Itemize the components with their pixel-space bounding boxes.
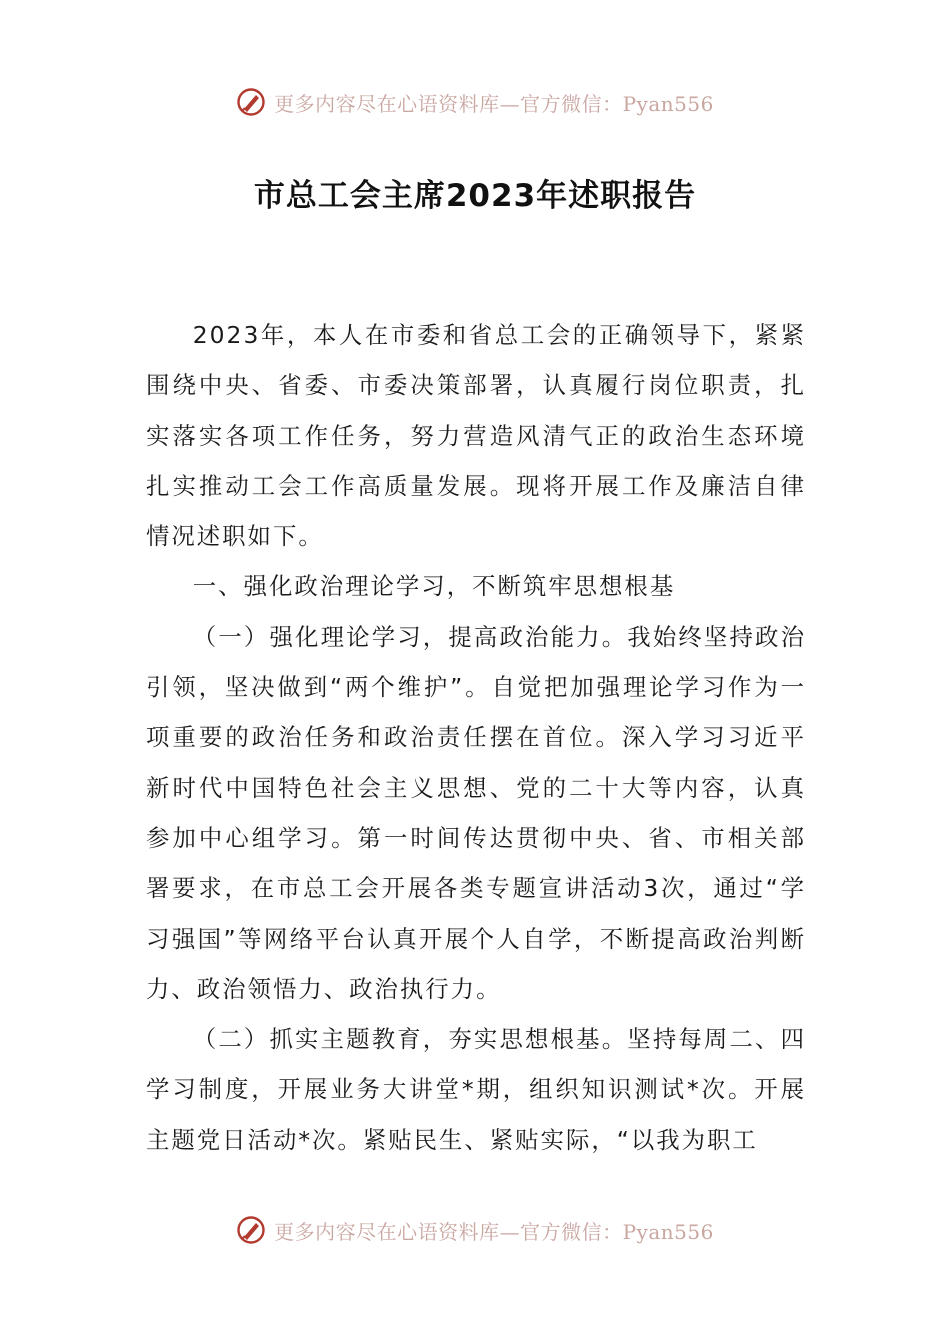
footer-watermark-text: 更多内容尽在心语资料库—官方微信：Pyan556 xyxy=(274,1219,714,1244)
section-heading: 一、强化政治理论学习，不断筑牢思想根基 xyxy=(192,572,676,601)
intro-paragraph: 2023年，本人在市委和省总工会的正确领导下，紧紧围绕中央、省委、市委决策部署，认真履行岗位职责，扎实落实各项工作任务，努力营造风清气正的政治生态环境扎实推动工会工作高质量发展。现将开展工作及廉洁自律情况述职如下。 xyxy=(146,321,806,551)
footer-watermark xyxy=(0,1210,950,1250)
subsection-paragraph: （二）抓实主题教育，夯实思想根基。坚持每周二、四学习制度，开展业务大讲堂*期，组织知识测试*次。开展主题党日活动*次。紧贴民生、紧贴实际，“以我为职工 xyxy=(146,1025,806,1154)
header-watermark xyxy=(0,82,950,122)
document-title: 市总工会主席2023年述职报告 xyxy=(253,178,697,214)
pen-seal-icon xyxy=(236,87,266,117)
subsection-paragraph: （一）强化理论学习，提高政治能力。我始终坚持政治引领，坚决做到“两个维护”。自觉把加强理论学习作为一项重要的政治任务和政治责任摆在首位。深入学习习近平新时代中国特色社会主义思想、党的二十大等内容，认真参加中心组学习。第一时间传达贯彻中央、省、市相关部署要求，在市总工会开展各类专题宣讲活动3次，通过“学习强国”等网络平台认真开展个人自学，不断提高政治判断力、政治领悟力、政治执行力。 xyxy=(146,622,806,1003)
pen-seal-icon xyxy=(236,1215,266,1245)
document-body xyxy=(146,310,806,1165)
header-watermark-text: 更多内容尽在心语资料库—官方微信：Pyan556 xyxy=(274,91,714,116)
